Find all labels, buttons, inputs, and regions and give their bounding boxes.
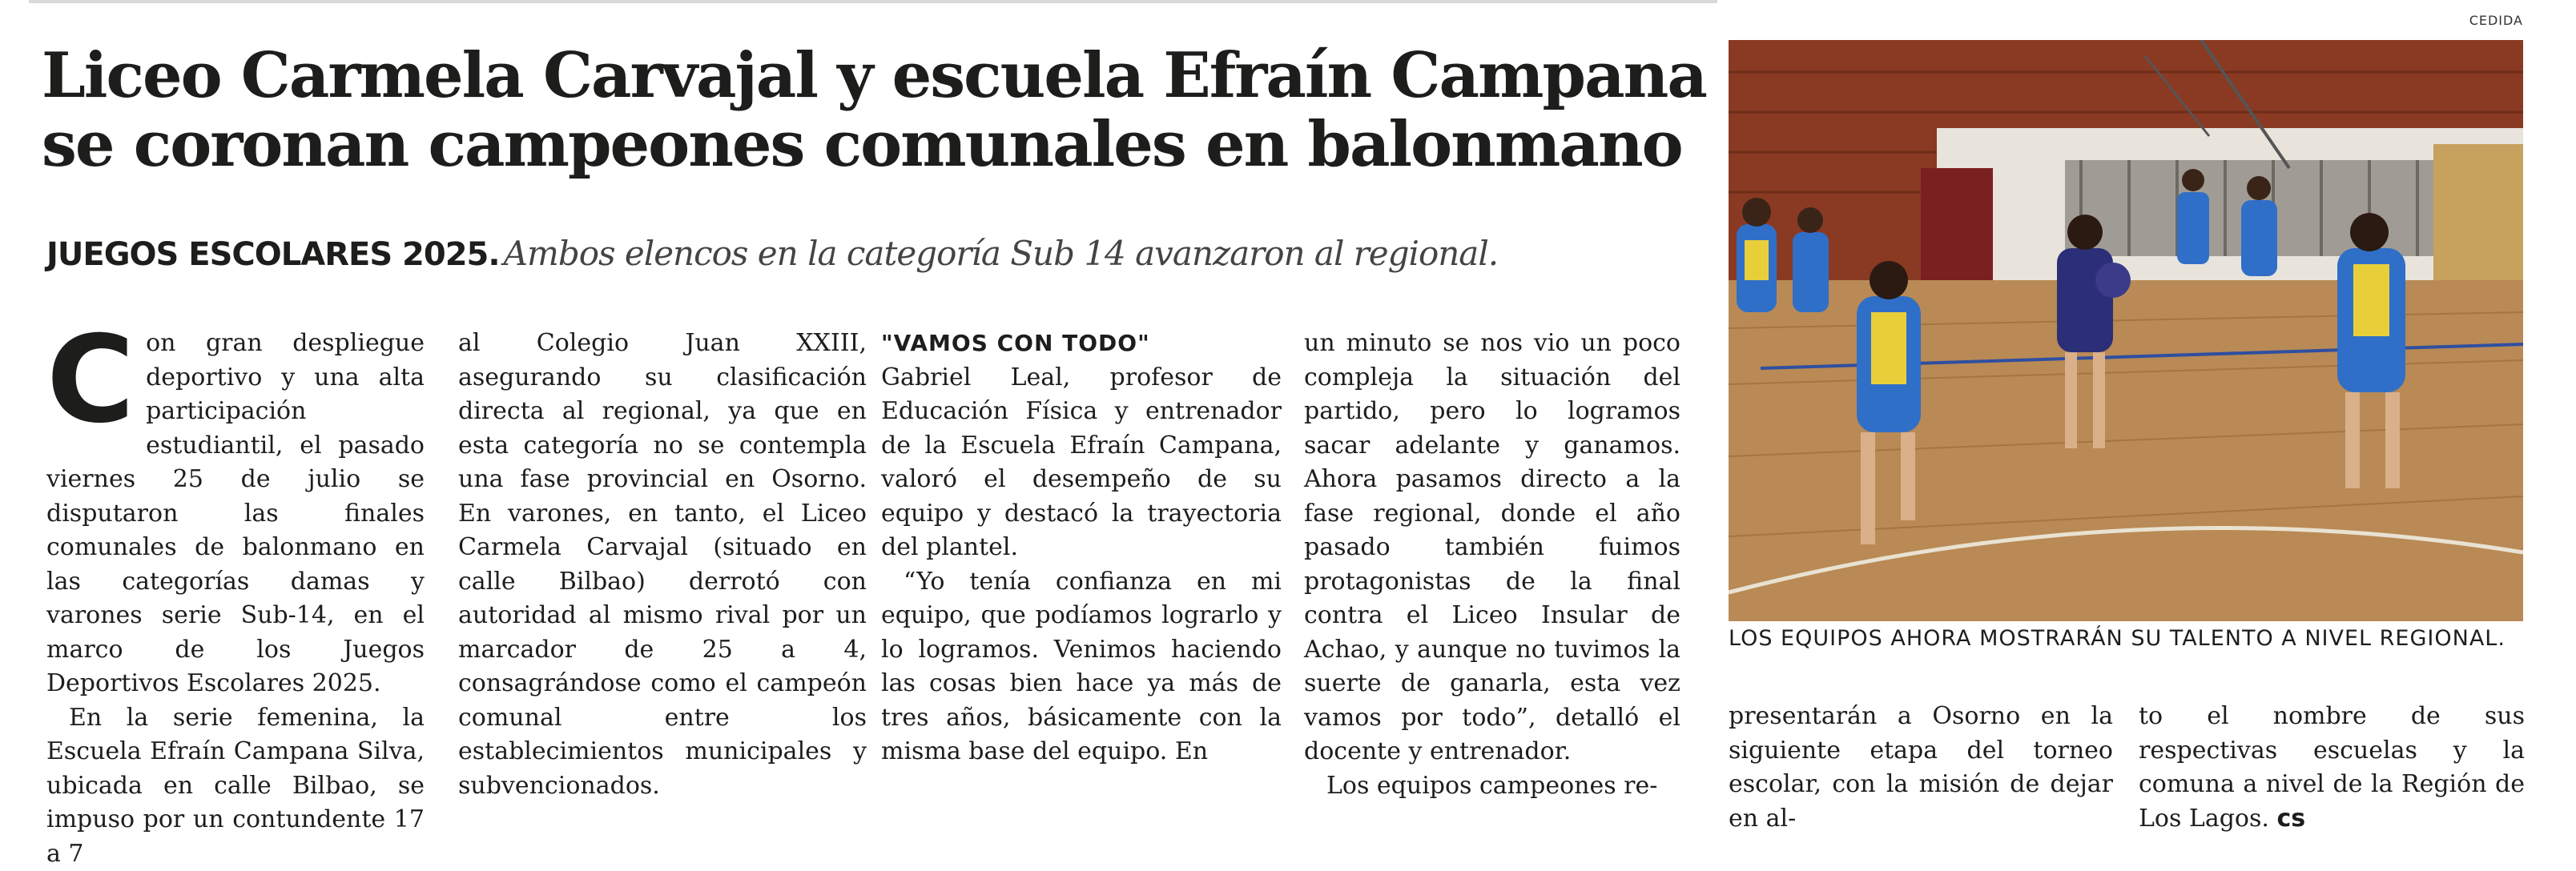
column-4 [1304,327,1680,803]
dek: Ambos elencos en la categoría Sub 14 avanzaron al regional. [504,234,1498,273]
column-2 [458,327,867,803]
article-photo [1729,40,2523,621]
paragraph: presentarán a Osorno en la siguiente etapa del torneo escolar, con la misión de dejar en al- [1729,700,2113,836]
photo-credit: CEDIDA [2467,13,2523,28]
paragraph [46,327,425,701]
paragraph-text: to el nombre de sus respectivas escuelas y la comuna a nivel de la Región de Los Lagos. [2139,702,2525,833]
headline-line-2: se coronan campeones comunales en balonmano [42,108,1682,181]
end-mark-icon: cs [2276,805,2305,833]
headline [42,42,1692,179]
column-1 [46,327,425,871]
paragraph [2139,700,2525,836]
paragraph: Los equipos campeones re- [1304,769,1680,804]
gym-scene-image [1729,40,2523,621]
subheadline [46,234,1713,273]
column-6 [2139,700,2525,836]
paragraph-text: on gran despliegue deportivo y una alta participación estudiantil, el pasado viernes 25 de julio se disputaron las finales comunales de balonmano en las categorías damas y varones serie Sub-14, en el marco de los Juegos Deportivos Escolares 2025. [46,329,425,697]
paragraph: al Colegio Juan XXIII, asegurando su clasificación directa al regional, ya que en esta categoría no se contempla una fase provincial en Osorno. En varones, en tanto, el Liceo Carmela Carvajal (situado en calle Bilbao) derrotó con autoridad al mismo rival por un marcador de 25 a 4, consagrándose como el campeón comunal entre los establecimientos municipales y subvencionados. [458,327,867,803]
photo-caption: LOS EQUIPOS AHORA MOSTRARÁN SU TALENTO A NIVEL REGIONAL. [1729,626,2523,651]
headline-line-1: Liceo Carmela Carvajal y escuela Efraín Campana [42,39,1706,112]
top-rule [29,0,1717,3]
column-3 [881,327,1282,769]
paragraph: “Yo tenía confianza en mi equipo, que podíamos lograrlo y lo logramos. Venimos haciendo las cosas bien hace ya más de tres años, básicamente con la misma base del equipo. En [881,565,1282,769]
paragraph: Gabriel Leal, profesor de Educación Física y entrenador de la Escuela Efraín Campana, valoró el desempeño de su equipo y destacó la trayectoria del plantel. [881,361,1282,565]
kicker: JUEGOS ESCOLARES 2025. [46,236,500,273]
section-subtitle: "VAMOS CON TODO" [881,327,1282,361]
paragraph: un minuto se nos vio un poco compleja la situación del partido, pero lo logramos sacar adelante y ganamos. Ahora pasamos directo a la fase regional, donde el año pasado también fuimos protagonistas de la final contra el Liceo Insular de Achao, y aunque no tuvimos la suerte de ganarla, esta vez vamos por todo”, detalló el docente y entrenador. [1304,327,1680,769]
column-5 [1729,700,2113,836]
paragraph: En la serie femenina, la Escuela Efraín Campana Silva, ubicada en calle Bilbao, se impuso por un contundente 17 a 7 [46,701,425,871]
drop-cap: C [46,330,135,431]
